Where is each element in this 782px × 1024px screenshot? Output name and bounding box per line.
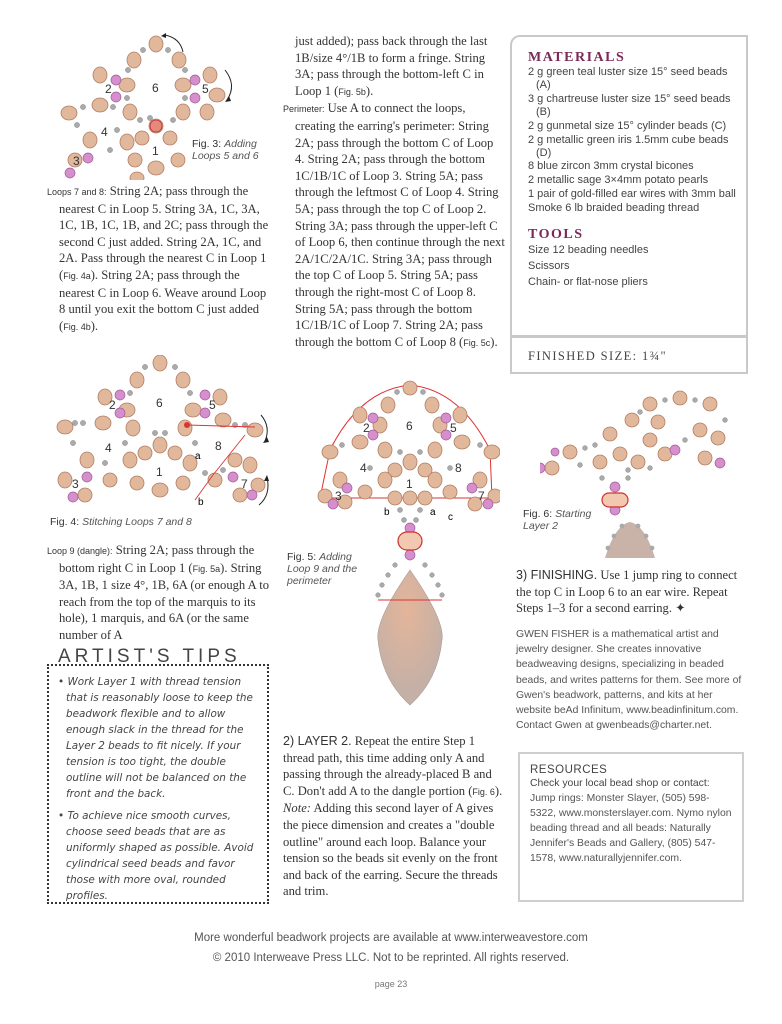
material-item: 8 blue zircon 3mm crystal bicones [528,160,694,173]
footer-promo: More wonderful beadwork projects are available at www.interweavestore.com [194,932,588,944]
tip-text: To achieve nice smooth curves, choose seed beads that are as uniformly shaped as possible. Avoid cylindrical seed beads and favor those with more oval, rounded profiles. [66,810,254,902]
fig-6-ref: Fig. 6 [472,786,495,797]
materials-title: MATERIALS [528,50,626,65]
author-name: GWEN FISHER [516,629,590,640]
fig4-marker-a: a [195,451,201,462]
fig6-label: Fig. 6: [523,508,553,520]
fig5-caption [287,551,357,587]
author-bio [516,627,746,733]
fig3-loop-4: 4 [101,125,108,139]
resources-intro: Check your local bead shop or contact: [530,778,710,789]
artists-tips-title: ARTIST'S TIPS [58,646,241,667]
fig4-loop-1: 1 [156,465,163,479]
fig6-caption-line2: Layer 2 [523,520,559,532]
fig4-loop-4: 4 [105,441,112,455]
tool-item: Chain- or flat-nose pliers [528,275,648,288]
fig4-loop-2: 2 [109,398,116,412]
fig4-loop-7: 7 [241,477,248,491]
fig3-label: Fig. 3: [192,138,222,150]
fig3-caption-line2: Loops 5 and 6 [192,150,259,162]
fig5-label: Fig. 5: [287,551,317,563]
fig5-loop-5: 5 [450,421,457,435]
tip-item: • Work Layer 1 with thread tension that is reasonably loose to keep the beadwork flexible and to allow enough slack in the thread for the Layer 2 beads to fit nicely. If your tension is too tight, the double outline will not be balanced on the front and the back. [58,676,253,800]
fig-5b-ref: Fig. 5b [338,86,366,97]
materials-box [510,35,748,335]
fig3-loop-6: 6 [152,81,159,95]
tools-title: TOOLS [528,226,584,242]
fig5-marker-b: b [384,507,390,518]
finishing-paragraph [516,567,738,617]
fig3-loop-1: 1 [152,144,159,158]
material-item: 1 pair of gold-filled ear wires with 3mm ball [528,187,736,200]
perimeter-text-a: Use A to connect the loops, creating the earring's perimeter: String 2A; pass through the bottom C of Loop 4. String 2A; pass through the bottom 1C/1B/1C of Loop 3. String 5A; pass through the leftmost C of Loop 4. String 5A; pass through the top C of Loop 2. String 3A; pass through the upper-left C of Loop 6, then continue through the next 2A/1C/2A/1C. String 3A; pass through the top C of Loop 5. String 5A; pass through the right-most C of Loop 8. String 5A; pass through the bottom 1C/1B/1C of Loop 7. String 2A; pass through the bottom C of Loop 8 ( [295,101,505,349]
finishing-heading: 3) FINISHING. [516,568,598,582]
fig5-loop-6: 6 [406,419,413,433]
fig3-loop-3: 3 [73,154,80,168]
fig5-loop-4: 4 [360,461,367,475]
fig6-marquis-top [600,520,660,560]
fig4-caption [50,516,192,528]
tip-item: • To achieve nice smooth curves, choose seed beads that are as uniformly shaped as possible. Avoid cylindrical seed beads and favor those with more oval, rounded profiles. [58,810,254,902]
finished-size-box [510,335,748,374]
loops78-text-b: ). String 2A; pass through the nearest C in Loop 6. Weave around Loop 8 until you exit the bottom C just added ( [59,267,267,333]
page-number: page 23 [374,979,408,989]
fig3-caption [192,138,259,162]
tools-list [528,243,736,291]
fig6-caption-line1: Starting [555,508,592,520]
fig6-caption [523,508,591,532]
fig-5c-ref: Fig. 5c [463,337,491,348]
loops78-runin: Loops 7 and 8: [47,187,107,197]
resources-text: Jump rings: Monster Slayer, (505) 598-5322, www.monsterslayer.com. Nymo nylon beading thread and all beads: Naturally Jennifer's Beads and Gallery, (805) 547-1578, www.naturallyjennifer.com. [530,793,732,864]
fig-4b-ref: Fig. 4b [63,321,91,332]
loops-7-8-paragraph [47,183,269,335]
finishing-text: Use 1 jump ring to connect the top C in Loop 6 to an ear wire. Repeat Steps 1–3 for a second earring. ✦ [516,568,738,616]
perimeter-text-b: ). [490,334,498,349]
finished-size: FINISHED SIZE: 1¾" [528,349,667,363]
resources-title: RESOURCES [530,764,608,776]
layer2-heading: 2) LAYER 2. [283,734,352,748]
fringe-text-b: ). [365,83,374,98]
fig5-loop-7: 7 [478,489,485,503]
fig5-loop-1: 1 [406,477,413,491]
fig4-marker-b: b [198,497,204,508]
fig-5a-ref: Fig. 5a [192,563,221,574]
fig5-loop-3: 3 [335,489,342,503]
fringe-text-a: just added); pass back through the last 1B/size 4°/1B to form a fringe. String 3A; pass through the bottom-left C in Loop 1 ( [295,34,488,98]
fig4-loop-8: 8 [215,439,222,453]
layer2-text-a: Repeat the entire Step 1 thread path, this time adding only A and passing through the already-placed B and C. Don't add A to the dangle portion ( [283,734,492,798]
fig3-caption-line1: Adding [224,138,257,150]
tip-text: Work Layer 1 with thread tension that is reasonably loose to keep the beadwork flexible and to allow enough slack in the thread for the Layer 2 beads to fit nicely. If your tension is too tight, the double outline will not be balanced on the front and the back. [66,676,253,800]
material-item: 2 g green teal luster size 15° seed beads (A) [528,66,728,92]
fringe-paragraph [295,33,505,100]
loops78-text-a: String 2A; pass through the nearest C in Loop 5. String 3A, 1C, 3A, 1C, 1B, 1C, 1B, and 2C; pass through the second C just added. String 2A, 1C, and 2A. Pass through the nearest C in Loop 1 ( [59,184,269,282]
loop-9-paragraph [47,542,273,644]
perimeter-paragraph [283,100,505,351]
fig4-caption-text: Stitching Loops 7 and 8 [82,516,192,528]
materials-list [528,66,736,215]
fig4-loop-6: 6 [156,396,163,410]
fig5-loop-8: 8 [455,461,462,475]
fig5-loop-2: 2 [363,421,370,435]
fig4-loop-3: 3 [72,477,79,491]
resources-box [518,752,744,902]
artists-tips-box [47,664,269,904]
column-2-text [283,33,505,351]
figure-4-diagram [45,355,275,510]
fig3-loop-5: 5 [202,82,209,96]
fig4-label: Fig. 4: [50,516,80,528]
layer2-text-c: Adding this second layer of A gives the piece dimension and creates a "double outline" around each loop. Balance your tension so the beads sit evenly on the front and back of the earring. Secure the threads and trim. [283,801,498,899]
layer2-note-label: Note: [283,801,311,816]
loop9-text-a: String 2A; pass through the bottom right C in Loop 1 ( [59,543,255,575]
fig5-marker-c: c [448,512,453,523]
tool-item: Scissors [528,259,570,272]
fig3-loop-2: 2 [105,82,112,96]
material-item: 2 g gunmetal size 15° cylinder beads (C) [528,119,727,132]
fig5-caption-line3: perimeter [287,575,332,587]
material-item: 3 g chartreuse luster size 15° seed beads (B) [528,92,731,119]
layer2-text-b: ). [494,783,503,798]
fig-4a-ref: Fig. 4a [63,270,91,281]
fig5-caption-line1: Adding [319,551,352,563]
material-item: Smoke 6 lb braided beading thread [528,201,700,214]
fig5-caption-line2: Loop 9 and the [287,563,358,575]
tool-item: Size 12 beading needles [528,243,649,256]
perimeter-runin: Perimeter: [283,104,325,115]
footer-copyright: © 2010 Interweave Press LLC. Not to be reprinted. All rights reserved. [212,952,570,964]
material-item: 2 metallic sage 3×4mm potato pearls [528,174,709,187]
loop9-runin: Loop 9 (dangle): [47,546,113,556]
loop9-text-b: ). String 3A, 1B, 1 size 4°, 1B, 6A (or enough A to reach from the top of the marquis to its hole), 1 marquis, and 6A (or the same number of A [59,560,270,642]
fig5-marker-a: a [430,507,436,518]
author-bio-text: is a mathematical artist and jewelry designer. She creates innovative beadweaving designs, specializing in beaded beads, and writes patterns for them. See more of Gwen's beadwork, patterns, and kits at her website beAd Infinitum, www.beadinfinitum.com. Contact Gwen at gwenbeads@charter.net. [516,629,742,732]
figure-5-diagram [300,380,500,710]
loops78-text-c: ). [90,318,99,333]
material-item: 2 g metallic green iris 1.5mm cube beads (D) [528,133,729,159]
fig4-loop-5: 5 [209,398,216,412]
layer-2-paragraph [283,733,505,900]
